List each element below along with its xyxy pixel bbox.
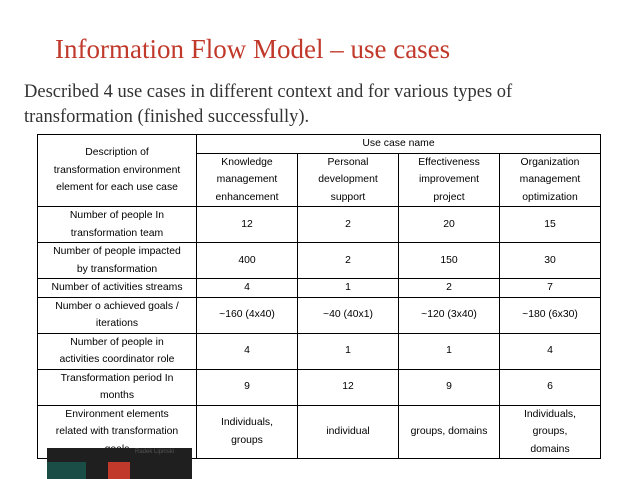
use-case-column-header — [500, 153, 601, 207]
value-line: 12 — [241, 218, 253, 230]
value-cell — [399, 207, 500, 243]
value-cell — [197, 405, 298, 459]
use-case-table — [37, 134, 601, 459]
value-line: 4 — [244, 345, 250, 357]
value-line: 7 — [547, 282, 553, 293]
row-label-line: by transformation — [76, 263, 158, 275]
value-cell — [399, 405, 500, 459]
corner-header-line: element for each use case — [56, 182, 178, 194]
value-cell — [197, 369, 298, 405]
value-line: 4 — [547, 345, 553, 357]
value-line: 30 — [544, 254, 556, 266]
row-label-line: Environment elements — [65, 408, 169, 420]
corner-header-line: transformation environment — [53, 164, 181, 176]
row-label-cell — [38, 207, 197, 243]
value-line: groups — [231, 434, 263, 446]
value-line: 400 — [238, 254, 256, 266]
table-row — [38, 333, 601, 369]
value-line: 6 — [547, 381, 553, 393]
value-line: individual — [326, 426, 370, 437]
row-label-line: Transformation period In — [60, 372, 174, 384]
footer-segment — [108, 462, 130, 479]
value-line: 150 — [440, 254, 458, 266]
value-line: 20 — [443, 218, 455, 230]
corner-header-cell — [38, 135, 197, 207]
table-row — [38, 369, 601, 405]
column-header-line: Effectiveness — [418, 156, 480, 168]
column-header-line: development — [318, 174, 378, 185]
row-label-line: iterations — [95, 318, 139, 329]
value-cell — [500, 207, 601, 243]
table-row — [38, 243, 601, 279]
column-header-line: Knowledge — [221, 156, 273, 168]
column-header-line: management — [216, 174, 278, 185]
value-line: 1 — [446, 345, 452, 357]
row-label-line: Number of activities streams — [51, 282, 183, 293]
row-label-line: transformation team — [70, 227, 164, 239]
value-cell — [298, 333, 399, 369]
value-cell — [500, 279, 601, 298]
value-cell — [399, 243, 500, 279]
value-cell — [500, 405, 601, 459]
value-line: ~40 (40x1) — [323, 309, 373, 321]
column-header-line: Organization — [520, 156, 580, 168]
value-cell — [298, 369, 399, 405]
column-header-line: optimization — [522, 191, 578, 203]
column-header-line: improvement — [418, 174, 480, 185]
column-header-line: enhancement — [215, 191, 279, 203]
value-line: 15 — [544, 218, 556, 230]
table-row — [38, 207, 601, 243]
value-line: ~180 (6x30) — [522, 309, 578, 321]
use-case-name-header: Use case name — [197, 135, 601, 154]
row-label-cell — [38, 243, 197, 279]
value-cell — [399, 279, 500, 298]
value-cell — [197, 207, 298, 243]
value-cell — [298, 405, 399, 459]
value-line: 4 — [244, 282, 250, 293]
value-cell — [197, 243, 298, 279]
column-header-line: support — [330, 191, 366, 203]
column-header-line: management — [519, 174, 581, 185]
footer-segment — [47, 462, 86, 479]
footer-segment — [130, 462, 192, 479]
value-line: 12 — [342, 381, 354, 393]
value-cell — [399, 369, 500, 405]
value-line: ~120 (3x40) — [421, 309, 477, 321]
value-cell — [197, 333, 298, 369]
value-cell — [500, 369, 601, 405]
value-cell — [399, 297, 500, 333]
value-line: 9 — [446, 381, 452, 393]
row-label-line: months — [99, 390, 135, 401]
row-label-line: activities coordinator role — [59, 354, 175, 365]
table-body — [38, 207, 601, 459]
value-line: 1 — [345, 282, 351, 293]
table-row — [38, 297, 601, 333]
table-row — [38, 279, 601, 298]
row-label-line: Number of people In — [69, 210, 165, 221]
value-line: Individuals, — [221, 417, 273, 429]
corner-header-line: Description of — [85, 147, 149, 159]
value-line: 2 — [345, 218, 351, 230]
row-label-line: Number of people impacted — [53, 246, 181, 257]
value-line: groups, — [532, 426, 568, 437]
value-line: Individuals, — [524, 408, 576, 420]
column-header-line: Personal — [327, 156, 369, 168]
value-line: groups, domains — [410, 426, 488, 437]
slide-subtitle: Described 4 use cases in different context and for various types of transformation (finished successfully). — [24, 82, 513, 127]
value-line: 2 — [446, 282, 452, 293]
use-case-column-header — [399, 153, 500, 207]
value-line: 1 — [345, 345, 351, 357]
slide-title: Information Flow Model – use cases — [55, 34, 451, 64]
use-case-column-header — [298, 153, 399, 207]
row-label-cell — [38, 369, 197, 405]
row-label-line: Number of people in — [70, 336, 164, 348]
value-cell — [500, 333, 601, 369]
value-line: ~160 (4x40) — [219, 309, 275, 321]
value-cell — [500, 297, 601, 333]
row-label-cell — [38, 279, 197, 298]
value-line: 9 — [244, 381, 250, 393]
footer-segment — [86, 462, 108, 479]
value-cell — [298, 297, 399, 333]
row-label-cell — [38, 297, 197, 333]
value-cell — [399, 333, 500, 369]
value-cell — [298, 207, 399, 243]
value-cell — [197, 297, 298, 333]
use-case-column-header — [197, 153, 298, 207]
column-header-line: project — [433, 191, 465, 203]
footer-author: Radek Lipinski — [135, 449, 175, 455]
row-label-line: Number o achieved goals / — [55, 300, 179, 312]
row-label-line: related with transformation — [55, 426, 179, 437]
row-label-cell — [38, 333, 197, 369]
value-line: domains — [530, 443, 570, 455]
value-cell — [197, 279, 298, 298]
value-line: 2 — [345, 254, 351, 266]
value-cell — [298, 243, 399, 279]
footer-bar — [47, 448, 192, 479]
value-cell — [298, 279, 399, 298]
value-cell — [500, 243, 601, 279]
